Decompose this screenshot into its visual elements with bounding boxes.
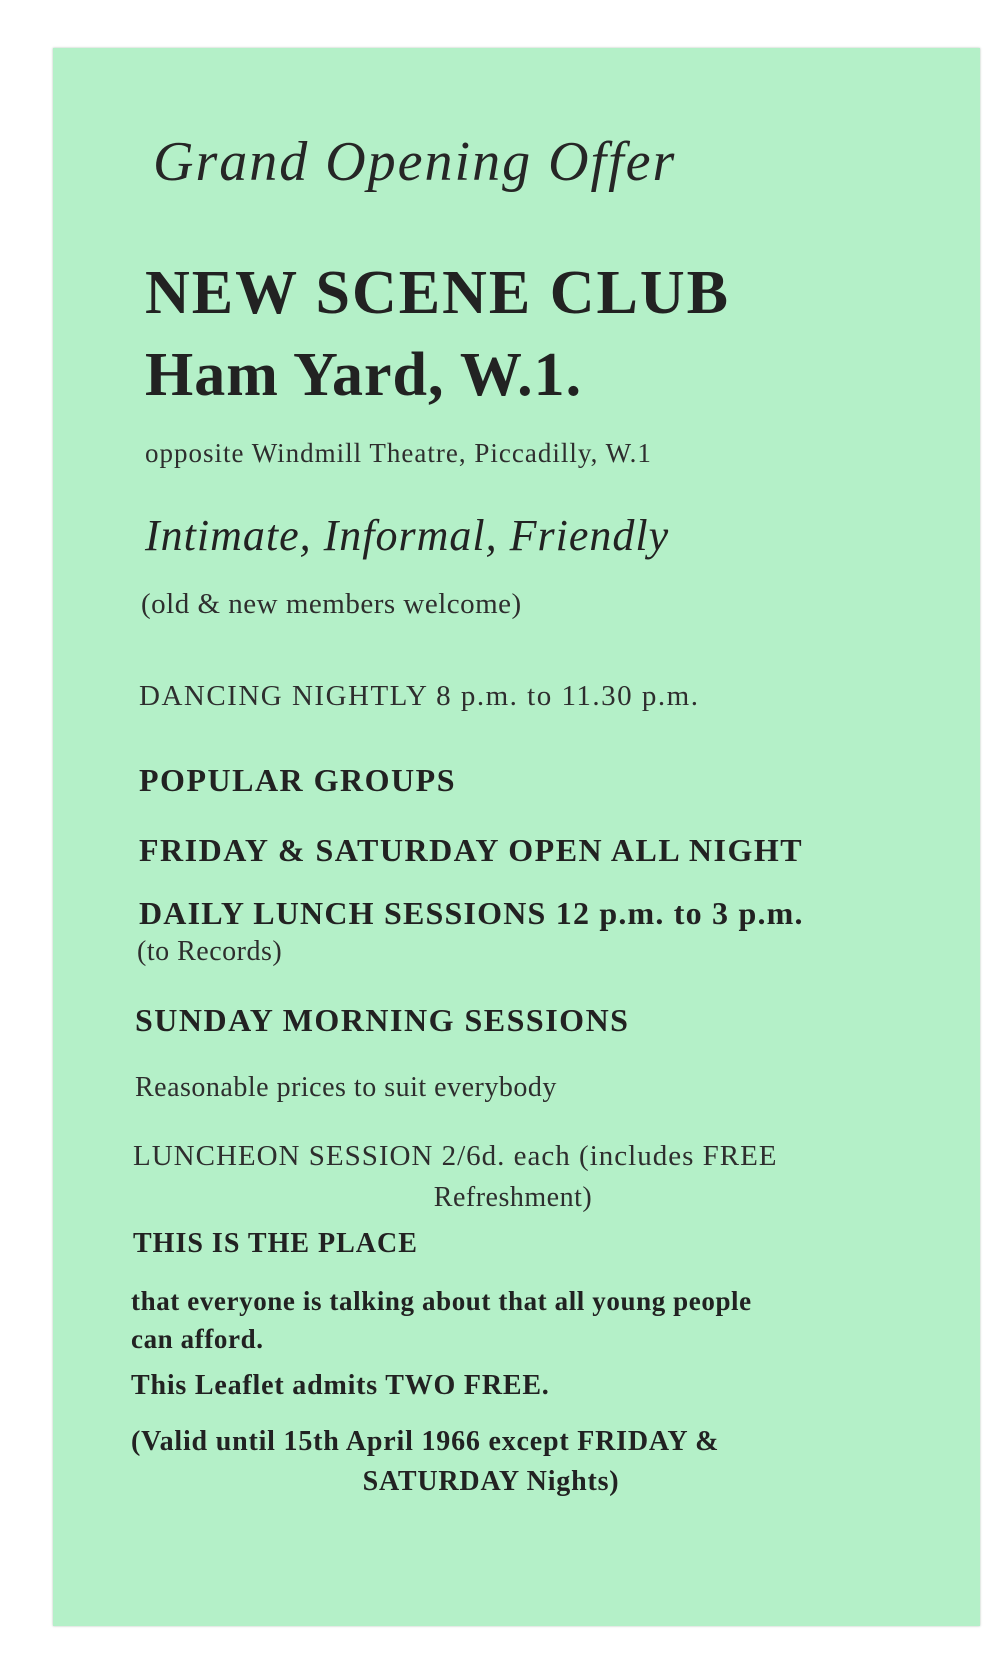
validity-line1: (Valid until 15th April 1966 except FRIDAY & xyxy=(131,1426,720,1457)
lunch-note: (to Records) xyxy=(137,936,283,967)
leaflet xyxy=(53,48,980,1626)
popular-groups: POPULAR GROUPS xyxy=(139,762,456,798)
offer-title: Grand Opening Offer xyxy=(153,131,677,193)
members-note: (old & new members welcome) xyxy=(141,588,522,620)
lunch-sessions: DAILY LUNCH SESSIONS 12 p.m. to 3 p.m. xyxy=(139,895,804,931)
sunday-sessions: SUNDAY MORNING SESSIONS xyxy=(135,1002,630,1038)
prices-note: Reasonable prices to suit everybody xyxy=(135,1072,557,1103)
validity-line2: SATURDAY Nights) xyxy=(362,1466,620,1497)
admits-two-free: This Leaflet admits TWO FREE. xyxy=(131,1370,550,1401)
club-address: Ham Yard, W.1. xyxy=(145,341,583,409)
club-name: NEW SCENE CLUB xyxy=(145,259,731,327)
place-text-line1: that everyone is talking about that all young people xyxy=(131,1286,752,1316)
dancing-hours: DANCING NIGHTLY 8 p.m. to 11.30 p.m. xyxy=(139,680,700,712)
location-note: opposite Windmill Theatre, Piccadilly, W.1 xyxy=(145,438,652,468)
weekend-all-night: FRIDAY & SATURDAY OPEN ALL NIGHT xyxy=(139,832,804,868)
place-heading: THIS IS THE PLACE xyxy=(133,1228,418,1259)
place-text-line2: can afford. xyxy=(131,1324,264,1354)
luncheon-price-line1: LUNCHEON SESSION 2/6d. each (includes FREE xyxy=(133,1140,778,1172)
luncheon-price-line2: Refreshment) xyxy=(433,1182,593,1213)
tagline: Intimate, Informal, Friendly xyxy=(145,511,670,560)
